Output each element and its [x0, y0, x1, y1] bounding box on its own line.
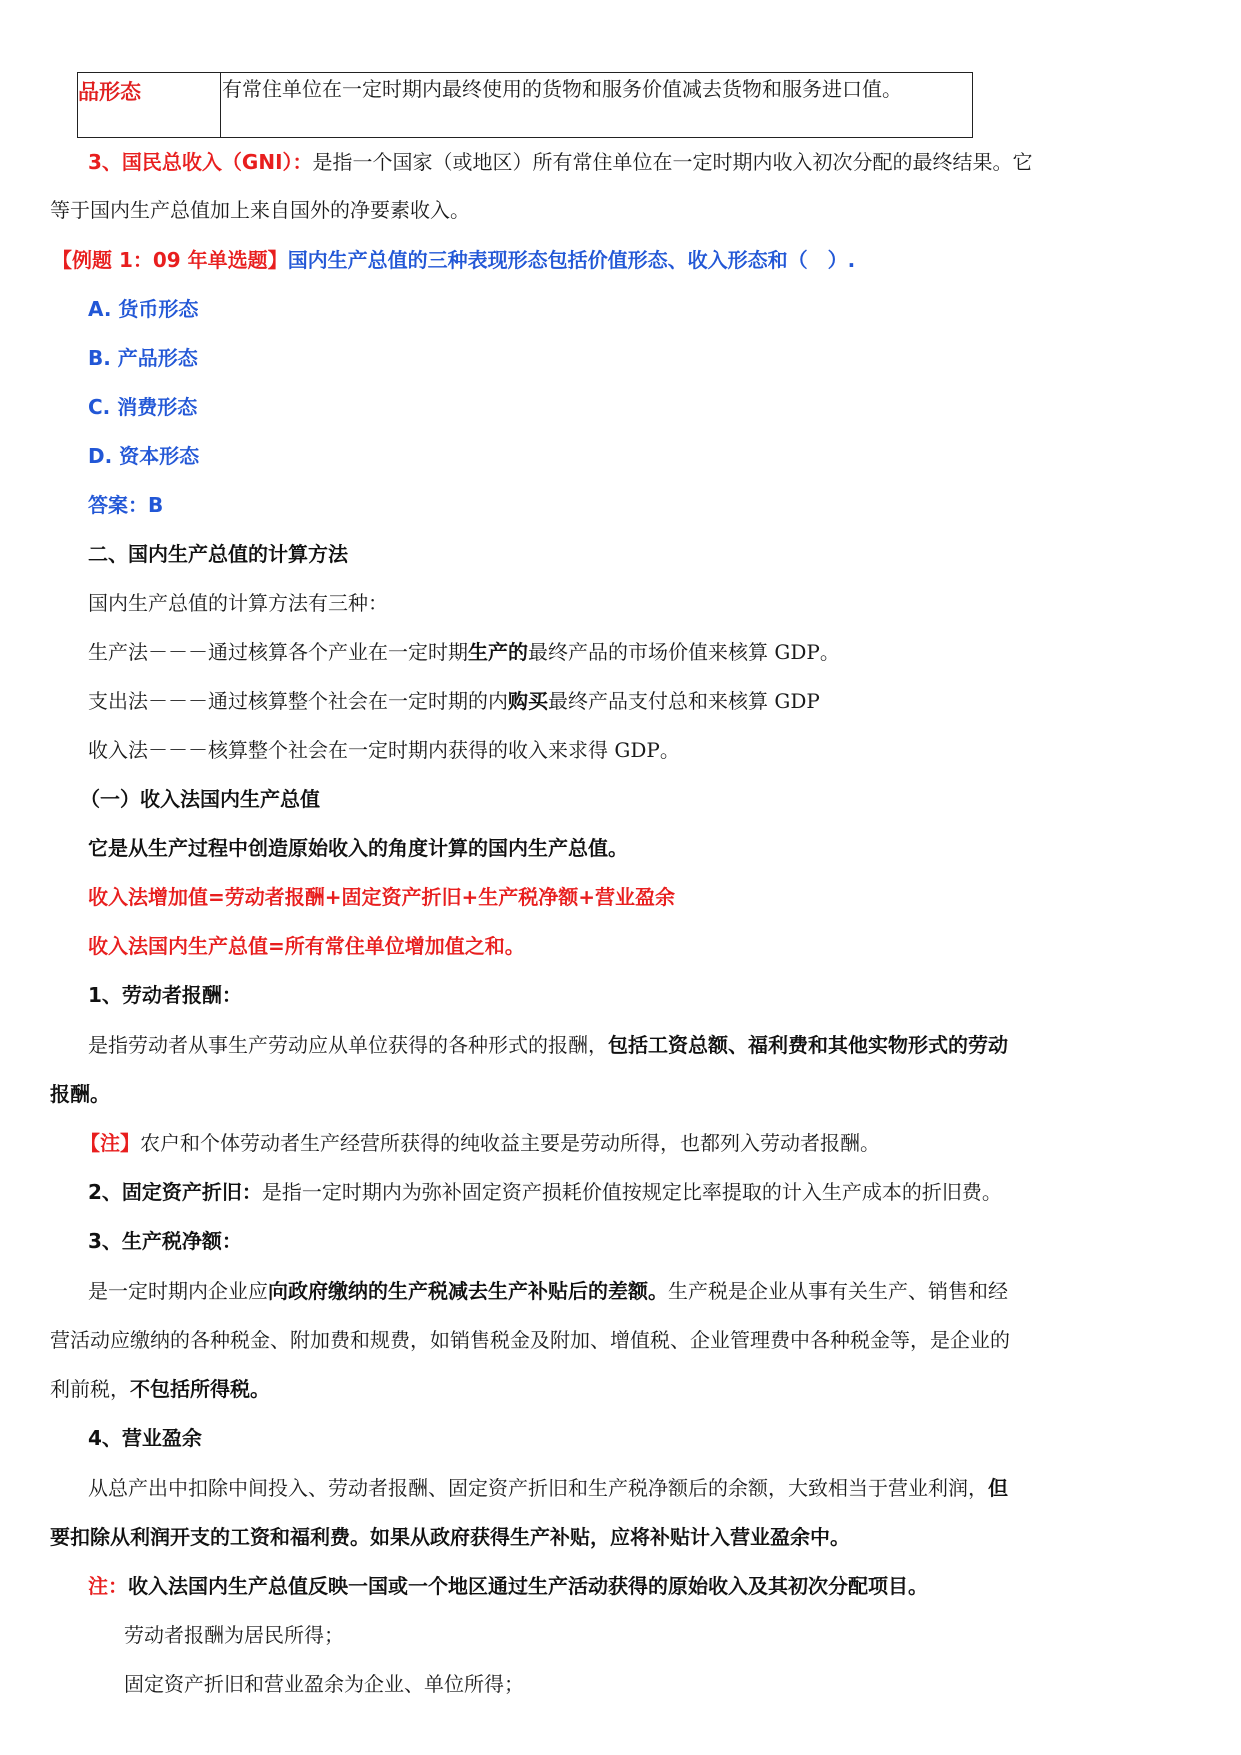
summary-note-tag: 注： — [88, 1574, 128, 1598]
item2-title: 2、固定资产折旧： — [88, 1180, 262, 1204]
option-d: D. 资本形态 — [88, 444, 200, 468]
item3-l1b: 向政府缴纳的生产税减去生产补贴后的差额。 — [268, 1279, 668, 1303]
item1-text-a: 是指劳动者从事生产劳动应从单位获得的各种形式的报酬， — [88, 1033, 608, 1057]
summary-line-2: 固定资产折旧和营业盈余为企业、单位所得； — [124, 1672, 524, 1696]
item4-title: 4、营业盈余 — [88, 1426, 202, 1450]
method-production-c: 最终产品的市场价值来核算 GDP。 — [528, 640, 840, 664]
item1-note-text: 农户和个体劳动者生产经营所获得的纯收益主要是劳动所得，也都列入劳动者报酬。 — [140, 1131, 880, 1155]
method-expenditure-c: 最终产品支付总和来核算 GDP — [548, 689, 820, 713]
method-expenditure-a: 支出法－－－通过核算整个社会在一定时期的内 — [88, 689, 508, 713]
formula-gdp: 收入法国内生产总值=所有常住单位增加值之和。 — [88, 934, 525, 958]
income-method-title: （一）收入法国内生产总值 — [80, 787, 320, 811]
item3-l1c: 生产税是企业从事有关生产、销售和经 — [668, 1279, 1008, 1303]
item1-title: 1、劳动者报酬： — [88, 983, 242, 1007]
example-question-text: 国内生产总值的三种表现形态包括价值形态、收入形态和（ ）. — [287, 248, 856, 272]
section-title: 二、国内生产总值的计算方法 — [88, 542, 348, 566]
item1-note-tag: 【注】 — [80, 1131, 140, 1155]
item3-title: 3、生产税净额： — [88, 1229, 242, 1253]
item3-l3b: 不包括所得税。 — [130, 1377, 270, 1401]
formula-value-added: 收入法增加值=劳动者报酬+固定资产折旧+生产税净额+营业盈余 — [88, 885, 676, 909]
item4-line-2: 要扣除从利润开支的工资和福利费。如果从政府获得生产补贴，应将补贴计入营业盈余中。 — [50, 1525, 850, 1549]
gni-label: 3、国民总收入（GNI）： — [88, 150, 313, 174]
summary-line-1: 劳动者报酬为居民所得； — [124, 1623, 344, 1647]
income-method-desc: 它是从生产过程中创造原始收入的角度计算的国内生产总值。 — [88, 836, 628, 860]
methods-intro: 国内生产总值的计算方法有三种： — [88, 591, 388, 615]
item1-text-b: 包括工资总额、福利费和其他实物形式的劳动 — [608, 1033, 1008, 1057]
gni-text-1: 是指一个国家（或地区）所有常住单位在一定时期内收入初次分配的最终结果。它 — [312, 150, 1033, 174]
item3-l3a: 利前税， — [50, 1377, 130, 1401]
method-production-b: 生产的 — [468, 640, 528, 664]
summary-note-text: 收入法国内生产总值反映一国或一个地区通过生产活动获得的原始收入及其初次分配项目。 — [128, 1574, 928, 1598]
gdp-form-table — [77, 72, 973, 138]
method-income: 收入法－－－核算整个社会在一定时期内获得的收入来求得 GDP。 — [88, 738, 680, 762]
example-question — [52, 246, 855, 274]
gni-line-1 — [88, 148, 1033, 176]
item1-note — [80, 1129, 880, 1157]
summary-note — [88, 1572, 928, 1600]
item3-line-3 — [50, 1375, 270, 1403]
method-expenditure — [88, 687, 820, 715]
item3-line-2: 营活动应缴纳的各种税金、附加费和规费，如销售税金及附加、增值税、企业管理费中各种税金等，是企业的 — [50, 1328, 1010, 1352]
option-c: C. 消费形态 — [88, 395, 198, 419]
item3-l1a: 是一定时期内企业应 — [88, 1279, 268, 1303]
table-cell-form: 品形态 — [78, 73, 221, 137]
gni-line-2: 等于国内生产总值加上来自国外的净要素收入。 — [50, 198, 470, 222]
option-a: A. 货币形态 — [88, 297, 199, 321]
item4-l1a: 从总产出中扣除中间投入、劳动者报酬、固定资产折旧和生产税净额后的余额，大致相当于营业利润， — [88, 1476, 988, 1500]
method-production-a: 生产法－－－通过核算各个产业在一定时期 — [88, 640, 468, 664]
method-expenditure-b: 购买 — [508, 689, 548, 713]
item1-text-line-1 — [88, 1031, 1008, 1059]
method-production — [88, 638, 840, 666]
item4-l1b: 但 — [988, 1476, 1008, 1500]
item4-line-1 — [88, 1474, 1008, 1502]
answer: 答案：B — [88, 493, 164, 517]
example-tag: 【例题 1：09 年单选题】 — [52, 248, 288, 272]
item3-line-1 — [88, 1277, 1008, 1305]
option-b: B. 产品形态 — [88, 346, 198, 370]
item2-text: 是指一定时期内为弥补固定资产损耗价值按规定比率提取的计入生产成本的折旧费。 — [261, 1180, 1002, 1204]
item2 — [88, 1178, 1002, 1206]
item1-text-line-2: 报酬。 — [50, 1082, 110, 1106]
table-cell-desc: 有常住单位在一定时期内最终使用的货物和服务价值减去货物和服务进口值。 — [222, 77, 902, 101]
